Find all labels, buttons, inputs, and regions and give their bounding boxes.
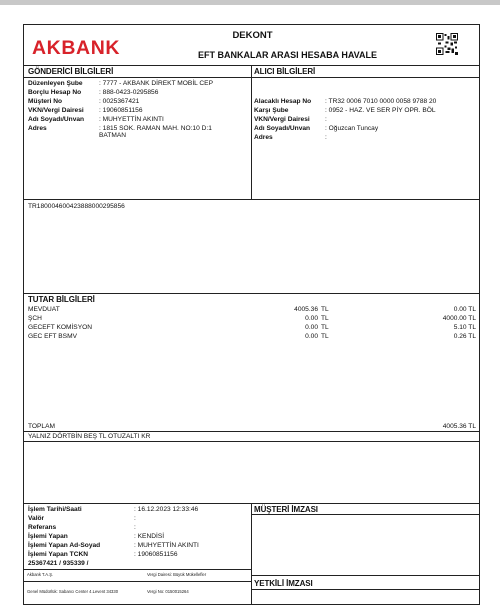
amount-row-value-2: 4000.00 TL: [442, 315, 476, 322]
amount-row-value: 0.00: [305, 315, 318, 322]
receiver-address-value: :: [325, 134, 327, 141]
receipt-subtitle: EFT BANKALAR ARASI HESABA HAVALE: [198, 50, 377, 60]
receiver-account-label: Alacaklı Hesap No: [254, 98, 312, 105]
amount-row-currency: TL: [321, 306, 329, 313]
transfer-reference: TR18000460042388800029585​6: [28, 203, 125, 210]
receiver-account-value: : TR32 0006 7010 0000 0058 9788 20: [325, 98, 437, 105]
receipt-document: [23, 24, 480, 605]
amount-row-value-2: 5.10 TL: [453, 324, 476, 331]
sender-account-label: Borçlu Hesap No: [28, 89, 82, 96]
sender-branch-value: : 7777 - AKBANK DİREKT MOBİL CEP: [99, 80, 213, 87]
footer-headquarters: Genel Müdürlük: Sabancı Center 4.Levent 34330: [27, 589, 119, 594]
performed-by-value: : KENDİSİ: [134, 533, 165, 540]
amount-row-currency: TL: [321, 333, 329, 340]
amount-row-label: MEVDUAT: [28, 306, 60, 313]
performer-tckn-label: İşlemi Yapan TCKN: [28, 551, 88, 558]
total-value: 4005.36 TL: [442, 423, 476, 430]
amount-row-value: 0.00: [305, 333, 318, 340]
amount-row-label: ŞCH: [28, 315, 42, 322]
amount-row-value: 0.00: [305, 324, 318, 331]
amount-row-currency: TL: [321, 315, 329, 322]
sender-address-value: : 1815 SOK. RAMAN MAH. NO:10 D:1 BATMAN: [99, 125, 212, 140]
value-date-label: Valör: [28, 515, 45, 522]
sender-section-title: GÖNDERİCİ BİLGİLERİ: [28, 67, 114, 76]
performed-by-label: İşlemi Yapan: [28, 533, 68, 540]
sender-name-label: Adı Soyadı/Unvan: [28, 116, 85, 123]
transaction-top-divider: [24, 503, 480, 504]
viewer-top-bar: [0, 0, 500, 5]
performer-name-value: : MUHYETTİN AKINTI: [134, 542, 199, 549]
receiver-name-label: Adı Soyadı/Unvan: [254, 125, 311, 132]
sender-customer-no-label: Müşteri No: [28, 98, 63, 105]
sender-receiver-divider: [251, 65, 252, 199]
footer-tax-number: Vergi No: 0150015264: [147, 589, 189, 594]
amounts-bottom-divider: [24, 441, 480, 442]
sender-tax-value: : 19060851156: [99, 107, 143, 114]
performer-tckn-value: : 19060851156: [134, 551, 178, 558]
header-divider: [24, 65, 480, 66]
sender-address-label: Adres: [28, 125, 47, 132]
total-label: TOPLAM: [28, 423, 55, 430]
amount-row-value-2: 0.00 TL: [453, 306, 476, 313]
total-divider: [24, 431, 480, 432]
amount-row-currency: TL: [321, 324, 329, 331]
sender-account-value: : 888-0423-0295856: [99, 89, 159, 96]
reference-value: :: [134, 524, 136, 531]
qr-code-icon: [436, 33, 458, 55]
transaction-date-value: : 16.12.2023 12:33:46: [134, 506, 199, 513]
amount-row-value-2: 0.26 TL: [453, 333, 476, 340]
value-date-value: :: [134, 515, 136, 522]
receipt-title: DEKONT: [232, 30, 273, 41]
customer-signature-label: MÜŞTERİ İMZASI: [254, 505, 318, 514]
amounts-section-title: TUTAR BİLGİLERİ: [28, 295, 95, 304]
sender-branch-label: Düzenleyen Şube: [28, 80, 83, 87]
amount-row-label: GEC EFT BSMV: [28, 333, 77, 340]
sender-tax-label: VKN/Vergi Dairesi: [28, 107, 84, 114]
parties-bottom-divider: [24, 199, 480, 200]
receiver-title-divider: [251, 77, 480, 78]
receiver-section-title: ALICI BİLGİLERİ: [254, 67, 316, 76]
receiver-tax-value: :: [325, 116, 327, 123]
customer-signature-divider: [251, 514, 480, 515]
authorized-signature-top-divider: [251, 575, 480, 576]
receiver-branch-label: Karşı Şube: [254, 107, 289, 114]
amount-row-label: GECEFT KOMİSYON: [28, 324, 92, 331]
performer-name-label: İşlemi Yapan Ad-Soyad: [28, 542, 101, 549]
receiver-address-label: Adres: [254, 134, 273, 141]
reference-bottom-divider: [24, 293, 480, 294]
sender-title-divider: [24, 77, 251, 78]
receiver-tax-label: VKN/Vergi Dairesi: [254, 116, 310, 123]
amount-in-words: YALNIZ DÖRTBİN BEŞ TL OTUZALTI KR: [28, 433, 151, 440]
receiver-branch-value: : 0952 - HAZ. VE SER PİY OPR. BÖL: [325, 107, 436, 114]
footer-company: Akbank T.A.Ş.: [27, 572, 54, 577]
authorized-signature-label: YETKİLİ İMZASI: [254, 579, 313, 588]
sender-name-value: : MUHYETTİN AKINTI: [99, 116, 164, 123]
receiver-name-value: : Oğuzcan Tuncay: [325, 125, 379, 132]
footer-inner-divider: [24, 581, 251, 582]
transaction-date-label: İşlem Tarihi/Saati: [28, 506, 82, 513]
reference-label: Referans: [28, 524, 57, 531]
footer-divider: [24, 569, 251, 570]
akbank-logo: AKBANK: [32, 37, 121, 59]
footer-tax-office: Vergi Dairesi: Büyük Mükellefler: [147, 572, 207, 577]
amount-row-value: 4005.36: [294, 306, 318, 313]
customer-reference: 25367421 / 935339 /: [28, 560, 89, 567]
sender-customer-no-value: : 0025367421: [99, 98, 140, 105]
authorized-signature-divider: [251, 589, 480, 590]
